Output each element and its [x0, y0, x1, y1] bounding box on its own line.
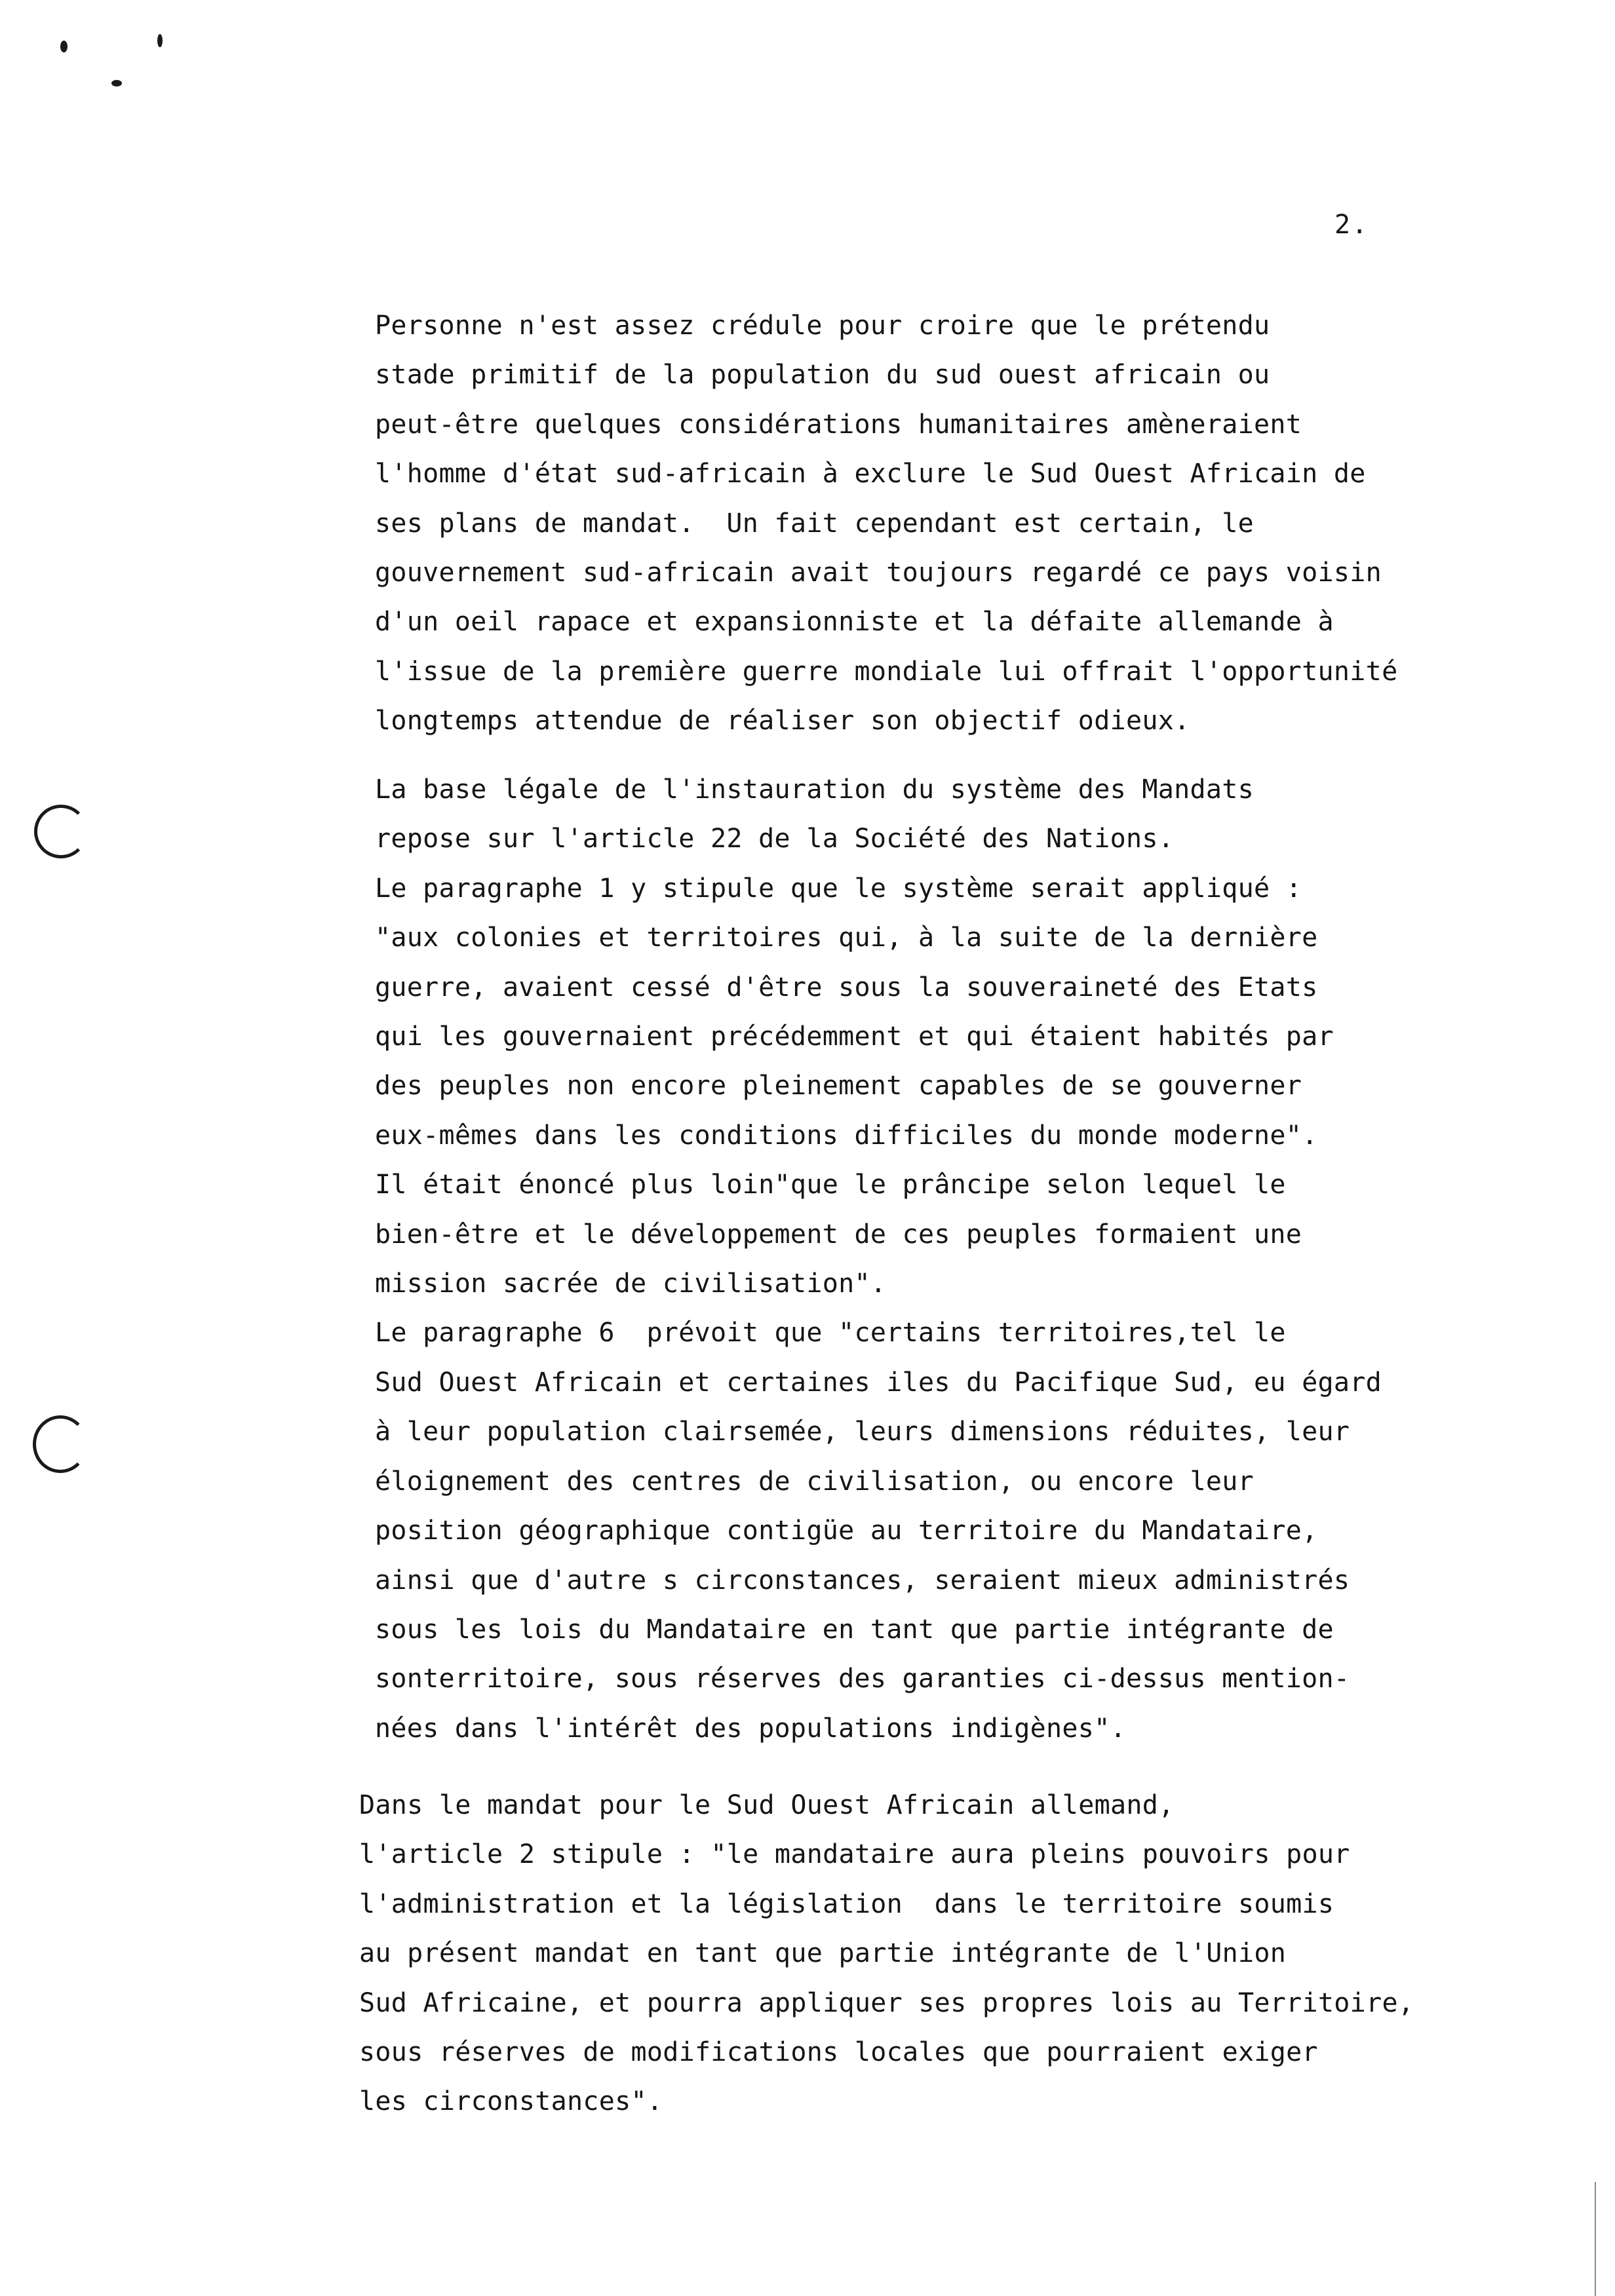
text-line: Il était énoncé plus loin"que le prâncipe selon lequel le [375, 1170, 1286, 1200]
text-line: ainsi que d'autre s circonstances, seraient mieux administrés [375, 1565, 1350, 1596]
text-line: Personne n'est assez crédule pour croire que le prétendu [375, 311, 1270, 341]
text-line: sous les lois du Mandataire en tant que partie intégrante de [375, 1614, 1334, 1645]
page-edge-mark [1595, 2182, 1596, 2296]
text-line: qui les gouvernaient précédemment et qui étaient habités par [375, 1022, 1334, 1052]
text-line: à leur population clairsemée, leurs dimensions réduites, leur [375, 1417, 1350, 1447]
text-line: Le paragraphe 1 y stipule que le système serait appliqué : [375, 873, 1302, 904]
text-line: stade primitif de la population du sud ouest africain ou [375, 360, 1270, 391]
text-line: d'un oeil rapace et expansionniste et la défaite allemande à [375, 607, 1334, 638]
paragraph-3 [359, 1781, 1414, 2127]
text-line: l'administration et la législation dans le territoire soumis [359, 1888, 1334, 1919]
punch-hole-icon [33, 1415, 88, 1473]
text-line: nées dans l'intérêt des populations indigènes". [375, 1713, 1126, 1744]
text-line: mission sacrée de civilisation". [375, 1269, 887, 1299]
text-line: Sud Ouest Africain et certaines iles du Pacifique Sud, eu égard [375, 1367, 1382, 1398]
text-line: l'homme d'état sud-africain à exclure le Sud Ouest Africain de [375, 459, 1366, 489]
text-line: La base légale de l'instauration du système des Mandats [375, 775, 1255, 805]
text-line: position géographique contigüe au territoire du Mandataire, [375, 1516, 1318, 1546]
ink-speck [157, 34, 163, 47]
text-line: longtemps attendue de réaliser son objectif odieux. [375, 706, 1190, 737]
text-line: Dans le mandat pour le Sud Ouest Africain allemand, [359, 1790, 1175, 1820]
text-line: guerre, avaient cessé d'être sous la souveraineté des Etats [375, 972, 1318, 1003]
text-line: peut-être quelques considérations humanitaires amèneraient [375, 409, 1302, 440]
paragraph-1 [375, 301, 1397, 746]
punch-hole-icon [34, 805, 88, 858]
text-line: gouvernement sud-africain avait toujours regardé ce pays voisin [375, 558, 1382, 588]
text-line: sonterritoire, sous réserves des garanties ci-dessus mention- [375, 1664, 1350, 1694]
text-line: éloignement des centres de civilisation, ou encore leur [375, 1466, 1255, 1497]
text-line: eux-mêmes dans les conditions difficiles du monde moderne". [375, 1120, 1318, 1151]
paragraph-2 [375, 765, 1382, 1753]
text-line: sous réserves de modifications locales que pourraient exiger [359, 2037, 1318, 2068]
text-line: repose sur l'article 22 de la Société des Nations. [375, 824, 1175, 854]
text-line: l'issue de la première guerre mondiale lui offrait l'opportunité [375, 656, 1398, 687]
text-line: bien-être et le développement de ces peuples formaient une [375, 1219, 1302, 1250]
ink-speck [111, 80, 122, 86]
text-line: "aux colonies et territoires qui, à la suite de la dernière [375, 923, 1318, 953]
text-line: ses plans de mandat. Un fait cependant est certain, le [375, 508, 1255, 539]
text-line: l'article 2 stipule : "le mandataire aura pleins pouvoirs pour [359, 1839, 1350, 1870]
page-number: 2. [1334, 210, 1369, 240]
text-line: des peuples non encore pleinement capables de se gouverner [375, 1071, 1302, 1101]
ink-speck [60, 41, 68, 52]
text-line: les circonstances". [359, 2086, 663, 2117]
text-line: Sud Africaine, et pourra appliquer ses propres lois au Territoire, [359, 1987, 1414, 2018]
text-line: au présent mandat en tant que partie intégrante de l'Union [359, 1938, 1287, 1969]
text-line: Le paragraphe 6 prévoit que "certains territoires,tel le [375, 1318, 1286, 1349]
